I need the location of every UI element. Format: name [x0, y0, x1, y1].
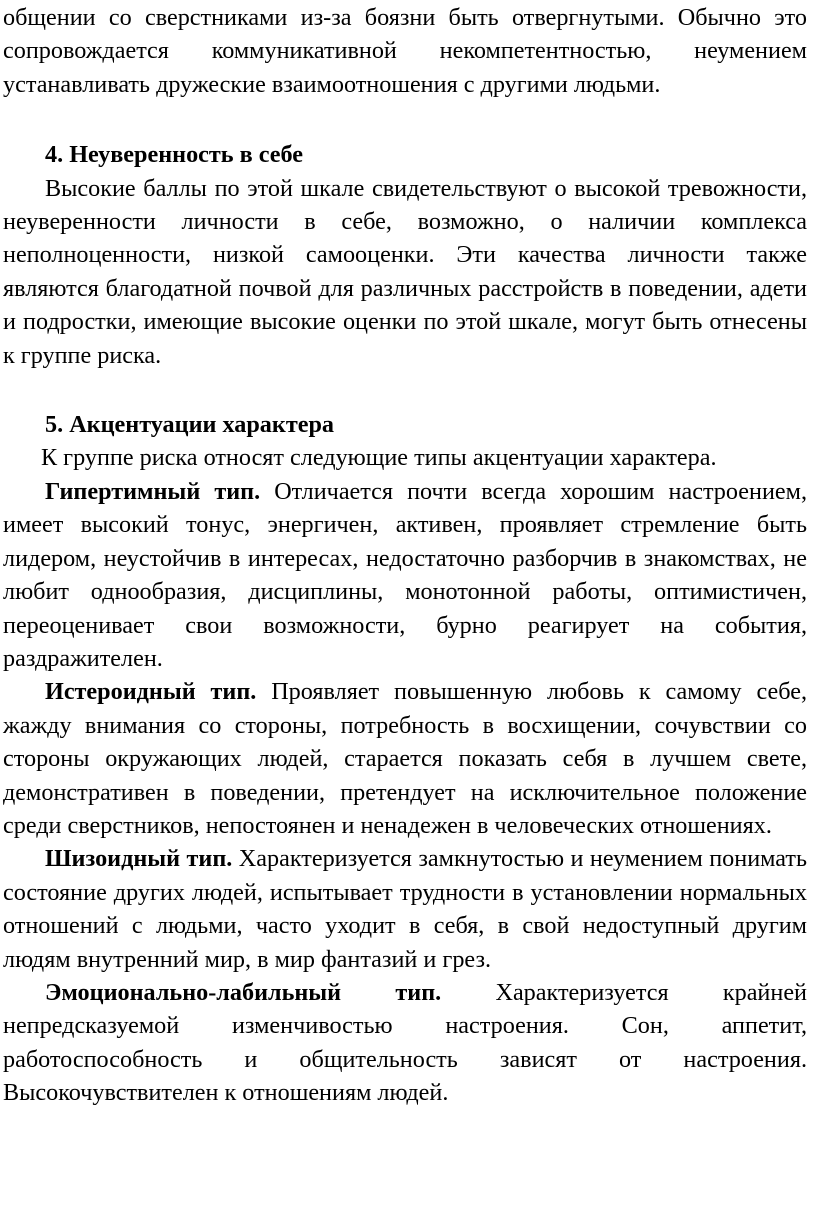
paragraph-insecurity: Высокие баллы по этой шкале свидетельствуют о высокой тревожности, неуверенности личности в себе, возможно, о наличии комплекса неполноценности, низкой самооценки. Эти качества личности также являются благодатной почвой для различных расстройств в поведении, адети и подростки, имеющие высокие оценки по этой шкале, могут быть отнесены к группе риска.: [3, 174, 807, 369]
section-heading-5: 5. Акцентуации характера: [45, 411, 334, 439]
paragraph-hyperthymic: [3, 475, 807, 675]
term-emotional-labile: Эмоционально-лабильный тип.: [45, 978, 442, 1006]
section-heading-4: 4. Неуверенность в себе: [45, 141, 304, 169]
paragraph-hysteroid: [3, 675, 807, 842]
paragraph-continuation: общении со сверстниками из-за боязни быть отвергнутыми. Обычно это сопровождается коммуникативной некомпетентностью, неумением устанавливать дружеские взаимоотношения с другими людьми.: [3, 4, 807, 98]
term-hysteroid: Истероидный тип.: [45, 678, 257, 706]
text-schizoid: Характеризуется замкнутостью и неумением понимать состояние других людей, испытывает трудности в установлении нормальных отношений с людьми, часто уходит в себя, в свой недоступный другим людям внутренний мир, в мир фантазий и грез.: [3, 845, 807, 973]
text-hyperthymic: Отличается почти всегда хорошим настроением, имеет высокий тонус, энергичен, активен, проявляет стремление быть лидером, неустойчив в интересах, недостаточно разборчив в знакомствах, не любит однообразия, дисциплины, монотонной работы, оптимистичен, переоценивает свои возможности, бурно реагирует на события, раздражителен.: [3, 477, 808, 672]
paragraph-accentuation-intro: К группе риска относят следующие типы акцентуации характера.: [41, 444, 717, 472]
paragraph-schizoid: [3, 842, 807, 976]
spacer: [3, 101, 807, 138]
paragraph-emotional-labile: [3, 976, 807, 1110]
term-schizoid: Шизоидный тип.: [45, 845, 233, 873]
spacer: [3, 372, 807, 408]
term-hyperthymic: Гипертимный тип.: [45, 477, 261, 505]
text-hysteroid: Проявляет повышенную любовь к самому себе, жажду внимания со стороны, потребность в восхищении, сочувствии со стороны окружающих людей, старается показать себя в лучшем свете, демонстративен в поведении, претендует на исключительное положение среди сверстников, непостоянен и ненадежен в человеческих отношениях.: [3, 678, 807, 839]
text-emotional-labile: Характеризуется крайней непредсказуемой изменчивостью настроения. Сон, аппетит, работоспособность и общительность зависят от настроения. Высокочувствителен к отношениям людей.: [3, 978, 807, 1107]
